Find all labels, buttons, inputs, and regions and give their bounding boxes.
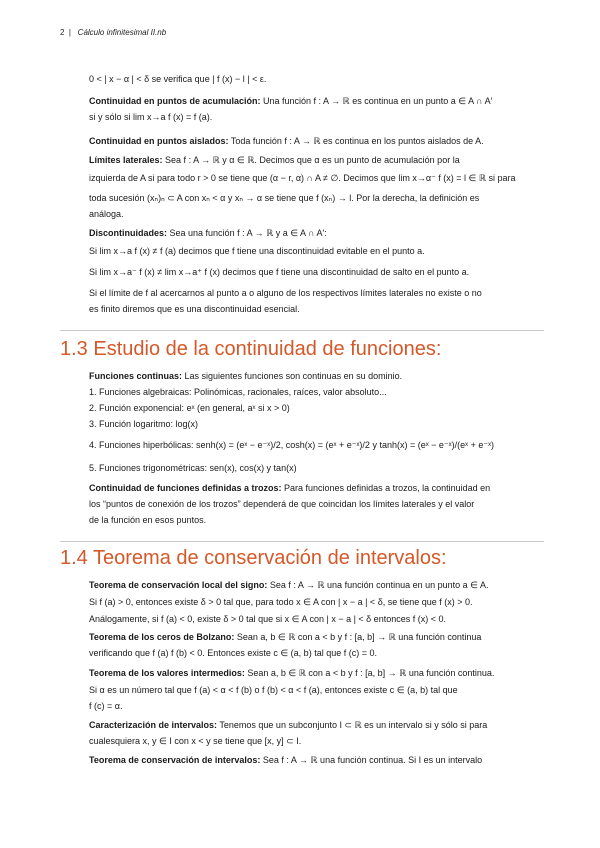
lateral-limits-line-3: toda sucesión (xₙ)ₙ ⊂ A con xₙ < α y xₙ → α se tiene que f (xₙ) → l. Por la derecha, la definición es	[89, 193, 480, 203]
lateral-limits-line-4: análoga.	[89, 209, 124, 219]
essential-discontinuity-line-1: Si el límite de f al acercarnos al punto a o alguno de los respectivos límites laterales no existe o no	[89, 288, 482, 298]
intermediate-values-line-3: f (c) = α.	[89, 701, 123, 711]
list-item-hyperbolic: 4. Funciones hiperbólicas: senh(x) = (eˣ − e⁻ˣ)/2, cosh(x) = (eˣ + e⁻ˣ)/2 y tanh(x) = (eˣ − e⁻ˣ)/(eˣ + e⁻ˣ)	[89, 440, 495, 450]
section-divider	[60, 541, 544, 542]
accumulation-condition: si y sólo si lim x→a f (x) = f (a).	[89, 112, 213, 122]
term-isolated: Continuidad en puntos aislados:	[89, 136, 229, 146]
term-piecewise: Continuidad de funciones definidas a trozos:	[89, 483, 282, 493]
essential-discontinuity-line-2: es finito diremos que es una discontinuidad esencial.	[89, 304, 300, 314]
section-1-4-heading: 1.4 Teorema de conservación de intervalos:	[60, 547, 447, 569]
piecewise-line-3: de la función en esos puntos.	[89, 515, 207, 525]
interval-characterization-line-2: cualesquiera x, y ∈ I con x < y se tiene que [x, y] ⊂ I.	[89, 736, 302, 746]
intermediate-values-theorem: Teorema de los valores intermedios: Sean a, b ∈ ℝ con a < b y f : [a, b] → ℝ una función continua.	[89, 668, 495, 678]
term-bolzano: Teorema de los ceros de Bolzano:	[89, 632, 235, 642]
term-discontinuities: Discontinuidades:	[89, 228, 168, 238]
term-intermediate-values: Teorema de los valores intermedios:	[89, 668, 245, 678]
continuous-functions-paragraph: Funciones continuas: Las siguientes funciones son continuas en su dominio.	[89, 371, 403, 381]
sign-conservation-line-2: Si f (a) > 0, entonces existe δ > 0 tal que, para todo x ∈ A con | x − a | < δ, se tiene que f (x) > 0.	[89, 597, 473, 607]
term-lateral-limits: Límites laterales:	[89, 155, 163, 165]
piecewise-continuity-paragraph: Continuidad de funciones definidas a trozos: Para funciones definidas a trozos, la continuidad en	[89, 483, 491, 493]
sign-conservation-line-3: Análogamente, si f (a) < 0, existe δ > 0 tal que si x ∈ A con | x − a | < δ entonces f (x) < 0.	[89, 614, 446, 624]
interval-conservation-theorem: Teorema de conservación de intervalos: Sea f : A → ℝ una función continua. Si I es un intervalo	[89, 755, 483, 765]
isolated-continuity-paragraph: Continuidad en puntos aislados: Toda función f : A → ℝ es continua en los puntos aislados de A.	[89, 136, 484, 146]
interval-characterization: Caracterización de intervalos: Tenemos que un subconjunto I ⊂ ℝ es un intervalo si y sólo si para	[89, 720, 488, 730]
term-sign-conservation: Teorema de conservación local del signo:	[89, 580, 268, 590]
accumulation-continuity-paragraph: Continuidad en puntos de acumulación: Una función f : A → ℝ es continua en un punto a ∈ A ∩ A′	[89, 96, 493, 106]
page-header: 2 | Cálculo infinitesimal II.nb	[60, 28, 167, 37]
discontinuities-paragraph: Discontinuidades: Sea una función f : A → ℝ y a ∈ A ∩ A′:	[89, 228, 327, 238]
lateral-limits-paragraph: Límites laterales: Sea f : A → ℝ y α ∈ ℝ. Decimos que α es un punto de acumulación por la	[89, 155, 460, 165]
list-item-trigonometric: 5. Funciones trigonométricas: sen(x), cos(x) y tan(x)	[89, 463, 297, 473]
jump-discontinuity-line: Si lim x→a⁻ f (x) ≠ lim x→a⁺ f (x) decimos que f tiene una discontinuidad de salto en el punto a.	[89, 267, 470, 277]
bolzano-line-2: verificando que f (a) f (b) < 0. Entonces existe c ∈ (a, b) tal que f (c) = 0.	[89, 648, 377, 658]
intermediate-values-line-2: Si α es un número tal que f (a) < α < f (b) o f (b) < α < f (a), entonces existe c ∈ (a, b) tal que	[89, 685, 458, 695]
lateral-limits-line-2: izquierda de A si para todo r > 0 se tiene que (α − r, α) ∩ A ≠ ∅. Decimos que lim x→α⁻ f (x) = l ∈ ℝ si para	[89, 173, 516, 183]
bolzano-theorem: Teorema de los ceros de Bolzano: Sean a, b ∈ ℝ con a < b y f : [a, b] → ℝ una función continua	[89, 632, 482, 642]
removable-discontinuity-line: Si lim x→a f (x) ≠ f (a) decimos que f tiene una discontinuidad evitable en el punto a.	[89, 246, 425, 256]
term-accumulation: Continuidad en puntos de acumulación:	[89, 96, 261, 106]
term-continuous-functions: Funciones continuas:	[89, 371, 183, 381]
epsilon-delta-line: 0 < | x − α | < δ se verifica que | f (x) − l | < ε.	[89, 74, 267, 84]
list-item-exponential: 2. Función exponencial: eˣ (en general, aˣ si x > 0)	[89, 403, 290, 413]
sign-conservation-theorem: Teorema de conservación local del signo: Sea f : A → ℝ una función continua en un punto a ∈ A.	[89, 580, 489, 590]
term-interval-characterization: Caracterización de intervalos:	[89, 720, 218, 730]
document-title: Cálculo infinitesimal II.nb	[77, 28, 167, 37]
page-number: 2	[60, 28, 65, 37]
piecewise-line-2: los “puntos de conexión de los trozos” dependerá de que coincidan los límites laterales y el valor	[89, 499, 475, 509]
list-item-algebraic: 1. Funciones algebraicas: Polinómicas, racionales, raíces, valor absoluto...	[89, 387, 387, 397]
term-interval-conservation: Teorema de conservación de intervalos:	[89, 755, 261, 765]
list-item-logarithm: 3. Función logaritmo: log(x)	[89, 419, 199, 429]
section-1-3-heading: 1.3 Estudio de la continuidad de funciones:	[60, 338, 442, 360]
section-divider	[60, 330, 544, 331]
